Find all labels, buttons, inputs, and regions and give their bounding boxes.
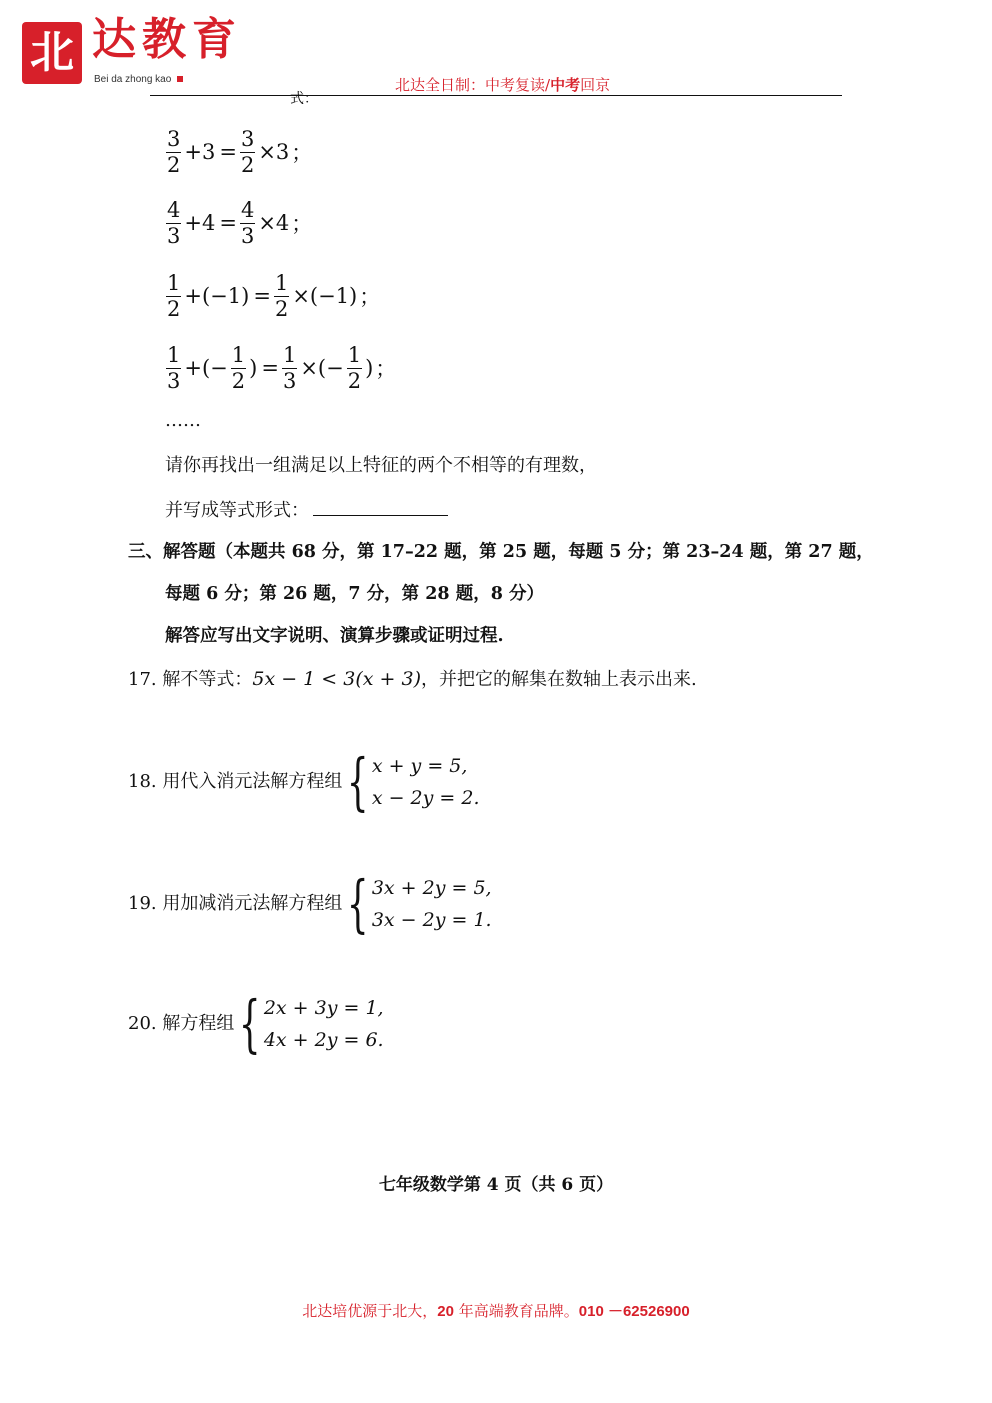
logo-square-icon [177, 76, 183, 82]
header-divider [150, 95, 842, 96]
logo-mark: 北 [22, 22, 82, 84]
footer-brand: 北达培优源于北大，20 年高端教育品牌。010 －62526900 [302, 1302, 690, 1320]
example-equation-1: $\frac{3}{2}$ +3 = $\frac{3}{2}$ ×3 ； [167, 126, 313, 177]
equation-system-18: { x + y = 5, x − 2y = 2. [347, 745, 480, 818]
header-tagline: 北达全日制：中考复读/中考回京 [395, 76, 611, 94]
section-heading: 三、解答题（本题共 68 分，第 17–22 题，第 25 题，每题 5 分；第 23–24 题，第 27 题， [128, 542, 874, 562]
prompt-line-2: 并写成等式形式： [165, 500, 448, 522]
answer-blank[interactable] [313, 501, 448, 516]
section-note: 解答应写出文字说明、演算步骤或证明过程. [165, 626, 504, 646]
question-19: 19. 用加减消元法解方程组 { 3x + 2y = 5, 3x − 2y = 1. [128, 867, 492, 940]
logo-subtitle: Bei da zhong kao [94, 74, 183, 85]
question-18: 18. 用代入消元法解方程组 { x + y = 5, x − 2y = 2. [128, 745, 480, 818]
example-equation-2: $\frac{4}{3}$ +4 = $\frac{4}{3}$ ×4 ； [167, 197, 313, 248]
equation-system-19: { 3x + 2y = 5, 3x − 2y = 1. [347, 867, 492, 940]
logo-name: 达教育 [92, 14, 242, 65]
header-fragment: 式： [290, 91, 318, 107]
example-equation-3: $\frac{1}{2}$ +(−1) = $\frac{1}{2}$ ×(−1) ； [167, 270, 381, 321]
question-20: 20. 解方程组 { 2x + 3y = 1, 4x + 2y = 6. [128, 987, 384, 1060]
page-number: 七年级数学第 4 页（共 6 页） [378, 1175, 614, 1195]
section-heading-cont: 每题 6 分；第 26 题，7 分，第 28 题，8 分） [165, 584, 544, 604]
example-equation-4: $\frac{1}{3}$ +(− $\frac{1}{2}$ ) = $\frac{1}{3}$ ×(− $\frac{1}{2}$ ) ； [167, 342, 397, 393]
ellipsis: …… [165, 410, 201, 431]
equation-system-20: { 2x + 3y = 1, 4x + 2y = 6. [239, 987, 384, 1060]
question-17: 17. 解不等式：5x − 1 < 3(x + 3)，并把它的解集在数轴上表示出来. [128, 668, 697, 690]
prompt-line-1: 请你再找出一组满足以上特征的两个不相等的有理数， [165, 455, 597, 476]
